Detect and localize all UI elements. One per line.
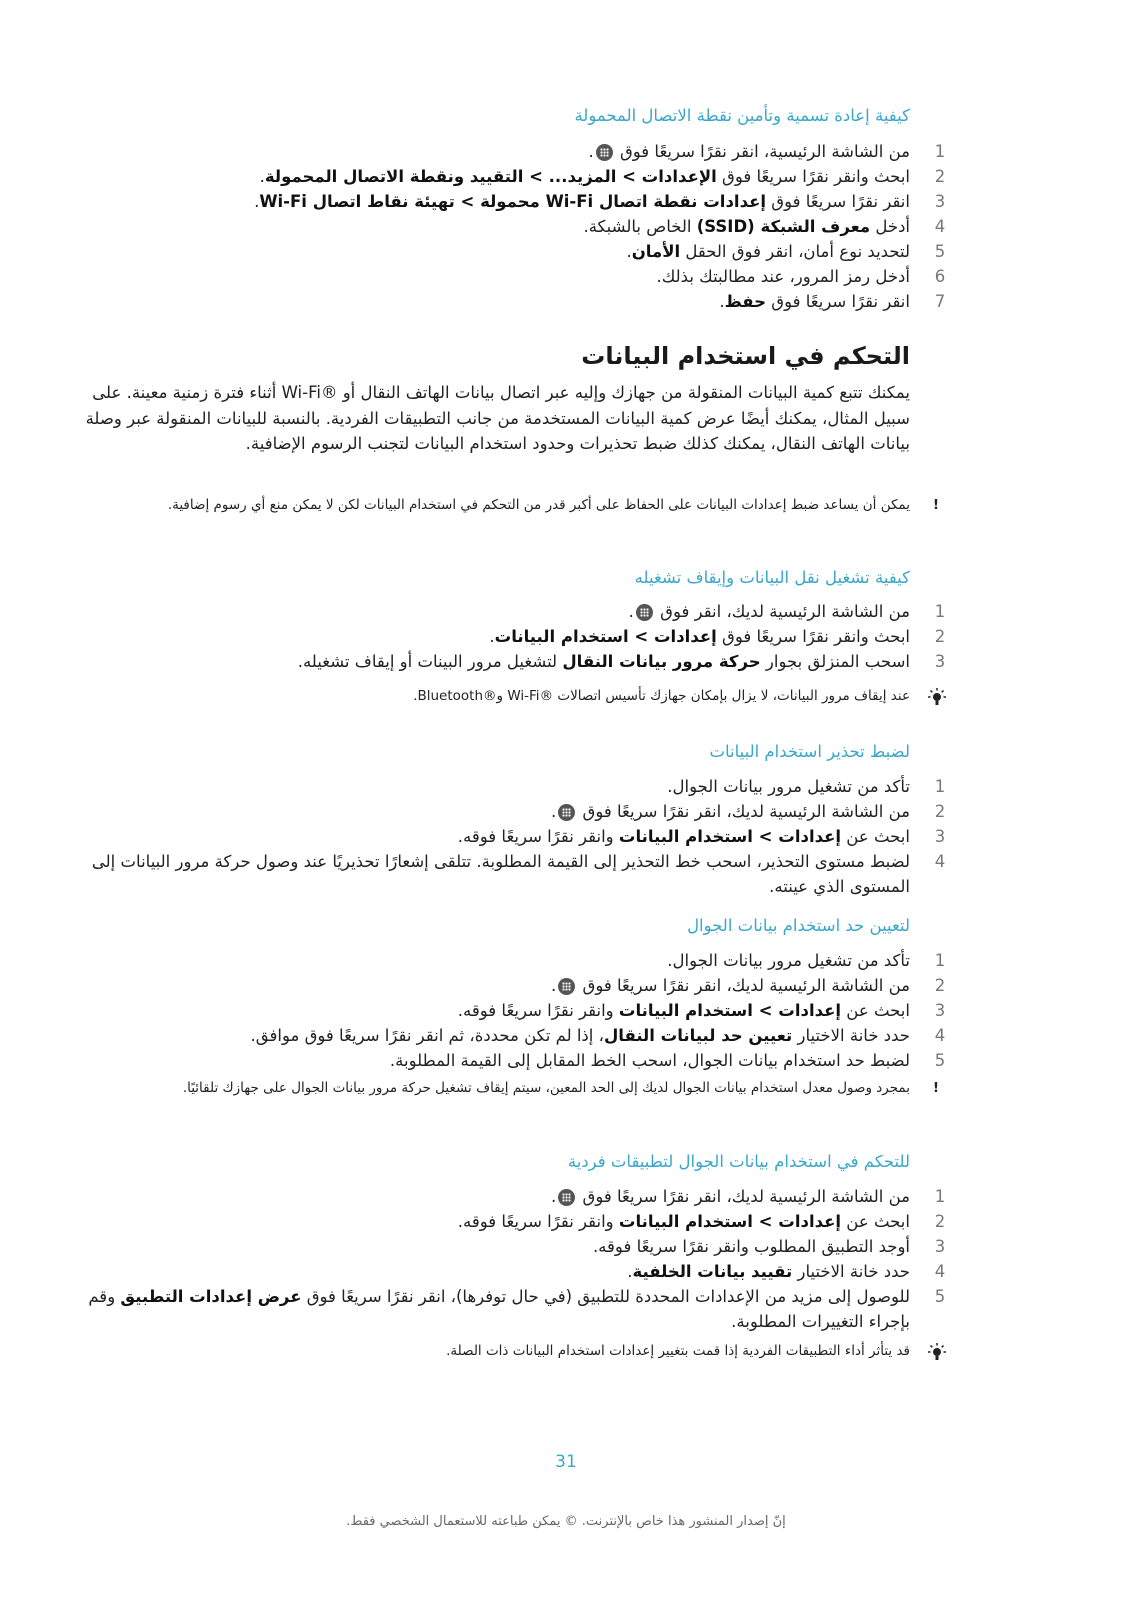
list-item: 5 للوصول إلى مزيد من الإعدادات المحددة للتطبيق (في حال توفرها)، انقر نقرًا سريعًا فوق عرض إعدادات التطبيق وقم بإجراء التغييرات المطلوبة. bbox=[88, 1287, 946, 1331]
steps-list-rename-hotspot bbox=[70, 139, 946, 314]
apps-grid-icon bbox=[596, 144, 613, 161]
list-item: 3 ابحث عن إعدادات > استخدام البيانات وانقر نقرًا سريعًا فوقه. bbox=[457, 1001, 946, 1020]
tip-data-off: عند إيقاف مرور البيانات، لا يزال بإمكان جهازك تأسيس اتصالات ®Wi-Fi و®Bluetooth. bbox=[70, 685, 910, 708]
page-number: 31 bbox=[555, 1452, 577, 1472]
list-item: 5 لتحديد نوع أمان، انقر فوق الحقل الأمان. bbox=[626, 242, 946, 261]
list-item: 1 من الشاشة الرئيسية، انقر نقرًا سريعًا فوق . bbox=[588, 142, 946, 161]
list-item: 3 أوجد التطبيق المطلوب وانقر نقرًا سريعًا فوقه. bbox=[592, 1237, 946, 1256]
exclamation-icon: ! bbox=[932, 1080, 940, 1096]
list-item: 4 لضبط مستوى التحذير، اسحب خط التحذير إلى القيمة المطلوبة. تتلقى إشعارًا تحذيريًا عند وصول حركة مرور البيانات إلى المستوى الذي عينته. bbox=[91, 852, 946, 896]
exclamation-icon: ! bbox=[932, 497, 940, 513]
steps-list-toggle-data bbox=[70, 599, 946, 674]
intro-paragraph: يمكنك تتبع كمية البيانات المنقولة من جهازك وإليه عبر اتصال بيانات الهاتف النقال أو ®Wi-Fi أثناء فترة زمنية معينة. على سبيل المثال، يمكنك أيضًا عرض كمية البيانات المستخدمة من جانب التطبيقات الفردية. بالنسبة للبيانات المنقولة عبر وصلة بيانات الهاتف النقال، يمكنك كذلك ضبط تحذيرات وحدود استخدام البيانات لتجنب الرسوم الإضافية. bbox=[85, 383, 910, 453]
steps-list-data-limit bbox=[70, 948, 946, 1073]
list-item: 6 أدخل رمز المرور، عند مطالبتك بذلك. bbox=[656, 267, 946, 286]
list-item: 2 ابحث عن إعدادات > استخدام البيانات وانقر نقرًا سريعًا فوقه. bbox=[457, 1212, 946, 1231]
section-heading-app-data: للتحكم في استخدام بيانات الجوال لتطبيقات فردية bbox=[567, 1152, 910, 1171]
steps-list-data-warning bbox=[70, 774, 946, 899]
list-item: 3 ابحث عن إعدادات > استخدام البيانات وانقر نقرًا سريعًا فوقه. bbox=[457, 827, 946, 846]
list-item: 3 اسحب المنزلق بجوار حركة مرور بيانات النقال لتشغيل مرور البينات أو إيقاف تشغيله. bbox=[297, 652, 946, 671]
list-item: 2 ابحث وانقر نقرًا سريعًا فوق إعدادات > استخدام البيانات. bbox=[489, 627, 946, 646]
list-item: 3 انقر نقرًا سريعًا فوق إعدادات نقطة اتصال Wi-Fi محمولة > تهيئة نقاط اتصال Wi-Fi. bbox=[254, 192, 946, 211]
section-heading-rename-hotspot: كيفية إعادة تسمية وتأمين نقطة الاتصال المحمولة bbox=[574, 106, 910, 125]
lightbulb-icon bbox=[926, 687, 948, 709]
list-item: 5 لضبط حد استخدام بيانات الجوال، اسحب الخط المقابل إلى القيمة المطلوبة. bbox=[389, 1051, 946, 1070]
list-item: 4 حدد خانة الاختيار تقييد بيانات الخلفية. bbox=[627, 1262, 946, 1281]
apps-grid-icon bbox=[558, 804, 575, 821]
apps-grid-icon bbox=[636, 604, 653, 621]
list-item: 1 من الشاشة الرئيسية لديك، انقر فوق . bbox=[628, 602, 946, 621]
page-title: التحكم في استخدام البيانات bbox=[581, 342, 910, 370]
list-item: 1 تأكد من تشغيل مرور بيانات الجوال. bbox=[667, 777, 946, 796]
list-item: 4 أدخل معرف الشبكة (SSID) الخاص بالشبكة. bbox=[583, 217, 946, 236]
apps-grid-icon bbox=[558, 978, 575, 995]
list-item: 1 تأكد من تشغيل مرور بيانات الجوال. bbox=[667, 951, 946, 970]
list-item: 1 من الشاشة الرئيسية لديك، انقر نقرًا سريعًا فوق . bbox=[551, 1187, 946, 1206]
apps-grid-icon bbox=[558, 1189, 575, 1206]
lightbulb-icon bbox=[926, 1342, 948, 1364]
footer-text: إنّ إصدار المنشور هذا خاص بالإنترنت. © يمكن طباعته للاستعمال الشخصي فقط. bbox=[346, 1514, 786, 1529]
note-data-settings: ! يمكن أن يساعد ضبط إعدادات البيانات على الحفاظ على أكبر قدر من التحكم في استخدام البيانات لكن لا يمكن منع أي رسوم إضافية. bbox=[70, 494, 910, 517]
list-item: 4 حدد خانة الاختيار تعيين حد لبيانات النقال، إذا لم تكن محددة، ثم انقر نقرًا سريعًا فوق موافق. bbox=[250, 1026, 946, 1045]
list-item: 2 من الشاشة الرئيسية لديك، انقر نقرًا سريعًا فوق . bbox=[551, 976, 946, 995]
list-item: 2 من الشاشة الرئيسية لديك، انقر نقرًا سريعًا فوق . bbox=[551, 802, 946, 821]
section-heading-toggle-data: كيفية تشغيل نقل البيانات وإيقاف تشغيله bbox=[634, 568, 910, 587]
section-heading-data-warning: لضبط تحذير استخدام البيانات bbox=[709, 742, 910, 761]
list-item: 7 انقر نقرًا سريعًا فوق حفظ. bbox=[719, 292, 946, 311]
tip-app-performance: قد يتأثر أداء التطبيقات الفردية إذا قمت بتغيير إعدادات استخدام البيانات ذات الصلة. bbox=[70, 1340, 910, 1363]
steps-list-app-data bbox=[70, 1184, 946, 1334]
section-heading-data-limit: لتعيين حد استخدام بيانات الجوال bbox=[687, 916, 910, 935]
note-data-limit: ! بمجرد وصول معدل استخدام بيانات الجوال لديك إلى الحد المعين، سيتم إيقاف تشغيل حركة مرور بيانات الجوال على جهازك تلقائيًا. bbox=[70, 1077, 910, 1100]
list-item: 2 ابحث وانقر نقرًا سريعًا فوق الإعدادات > المزيد... > التقييد ونقطة الاتصال المحمولة. bbox=[259, 167, 946, 186]
